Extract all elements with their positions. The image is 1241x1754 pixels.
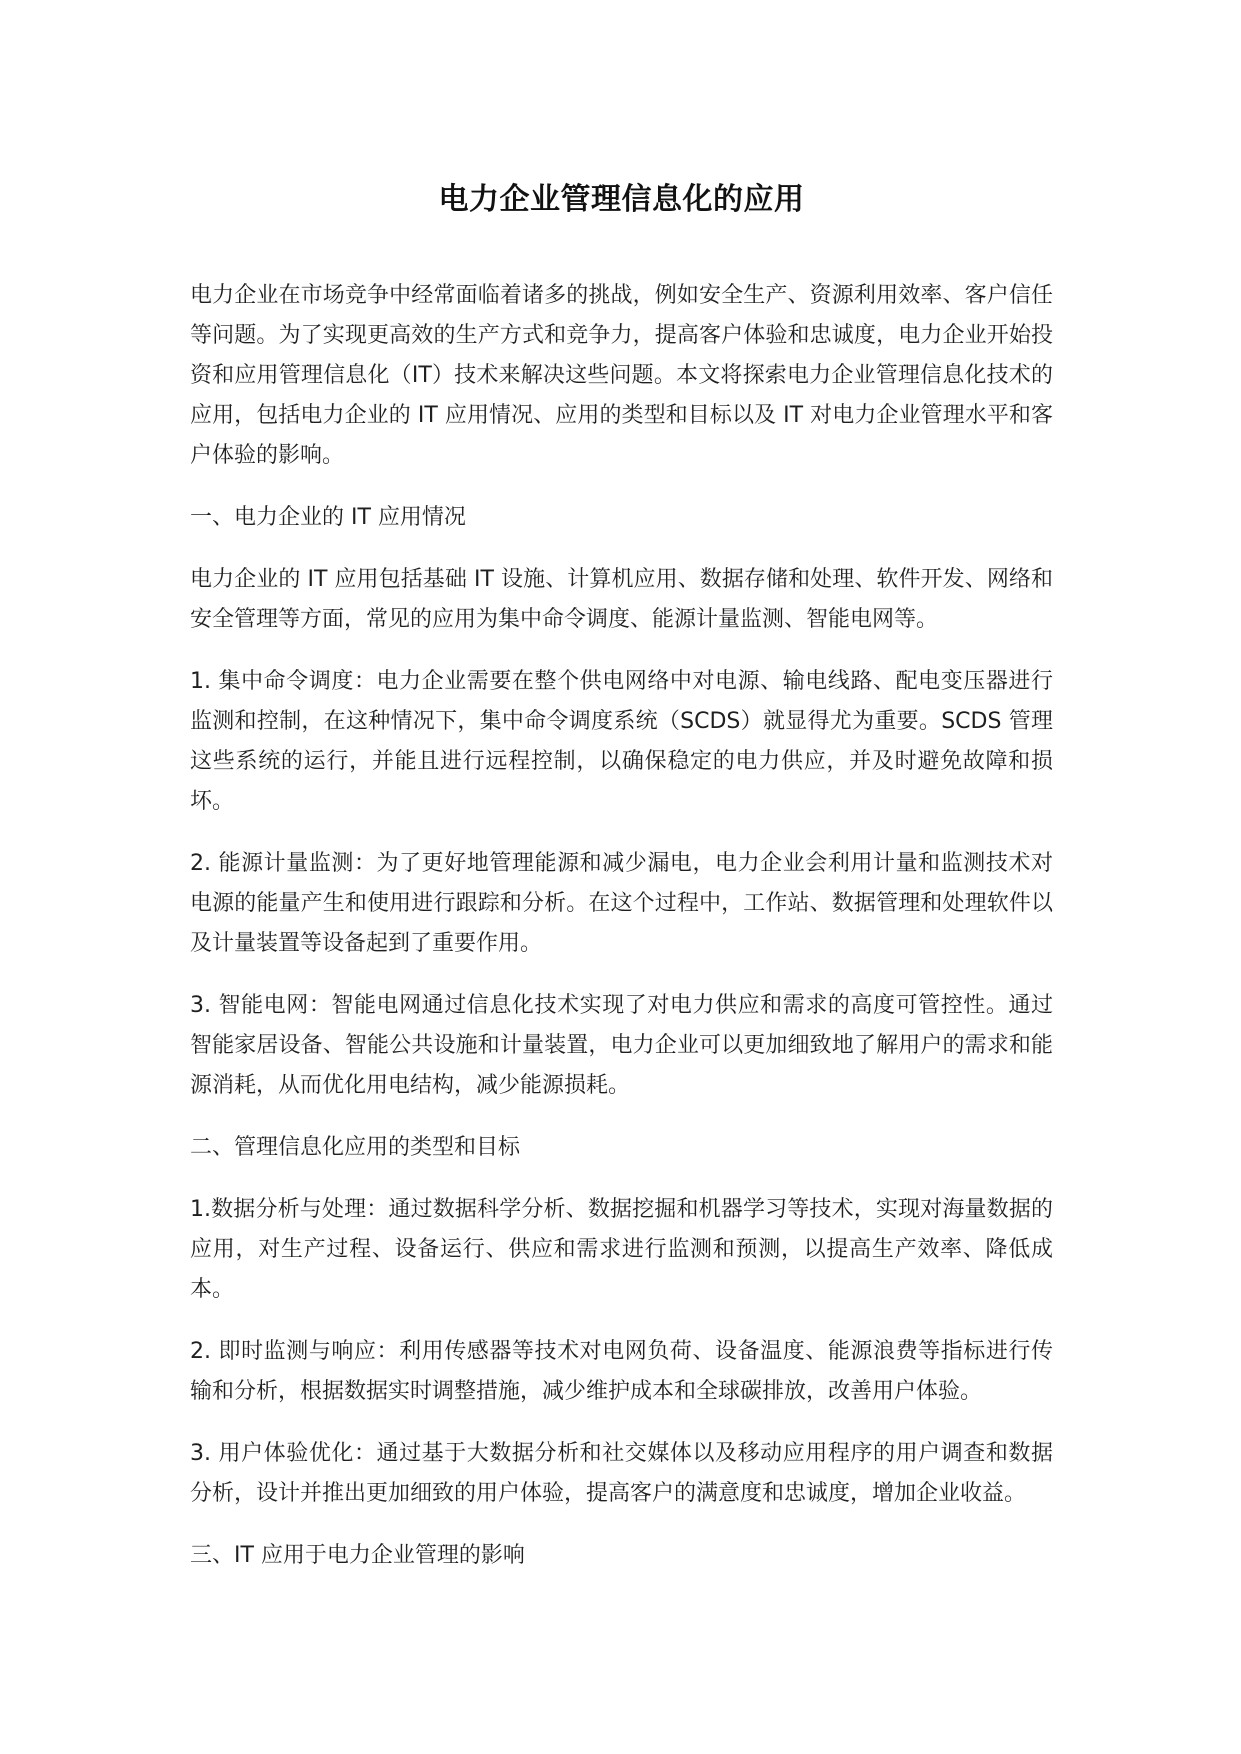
section-2-item-2: 2. 即时监测与响应：利用传感器等技术对电网负荷、设备温度、能源浪费等指标进行传输和分析，根据数据实时调整措施，减少维护成本和全球碳排放，改善用户体验。 xyxy=(190,1339,1053,1404)
document-body xyxy=(190,276,1053,1576)
section-2-item-3: 3. 用户体验优化：通过基于大数据分析和社交媒体以及移动应用程序的用户调查和数据分析，设计并推出更加细致的用户体验，提高客户的满意度和忠诚度，增加企业收益。 xyxy=(190,1441,1053,1506)
section-2-item-1: 1.数据分析与处理：通过数据科学分析、数据挖掘和机器学习等技术，实现对海量数据的应用，对生产过程、设备运行、供应和需求进行监测和预测，以提高生产效率、降低成本。 xyxy=(190,1197,1053,1302)
section-heading-1: 一、电力企业的 IT 应用情况 xyxy=(190,505,466,530)
document-title: 电力企业管理信息化的应用 xyxy=(438,182,805,217)
intro-paragraph: 电力企业在市场竞争中经常面临着诸多的挑战，例如安全生产、资源利用效率、客户信任等问题。为了实现更高效的生产方式和竞争力，提高客户体验和忠诚度，电力企业开始投资和应用管理信息化（IT）技术来解决这些问题。本文将探索电力企业管理信息化技术的应用，包括电力企业的 IT 应用情况、应用的类型和目标以及 IT 对电力企业管理水平和客户体验的影响。 xyxy=(190,283,1053,468)
section-1-item-1: 1. 集中命令调度：电力企业需要在整个供电网络中对电源、输电线路、配电变压器进行监测和控制，在这种情况下，集中命令调度系统（SCDS）就显得尤为重要。SCDS 管理这些系统的运行，并能且进行远程控制，以确保稳定的电力供应，并及时避免故障和损坏。 xyxy=(190,669,1053,814)
section-heading-2: 二、管理信息化应用的类型和目标 xyxy=(190,1135,521,1160)
section-1-paragraph: 电力企业的 IT 应用包括基础 IT 设施、计算机应用、数据存储和处理、软件开发、网络和安全管理等方面，常见的应用为集中命令调度、能源计量监测、智能电网等。 xyxy=(190,567,1053,632)
section-1-item-3: 3. 智能电网：智能电网通过信息化技术实现了对电力供应和需求的高度可管控性。通过智能家居设备、智能公共设施和计量装置，电力企业可以更加细致地了解用户的需求和能源消耗，从而优化用电结构，减少能源损耗。 xyxy=(190,993,1053,1098)
section-heading-3: 三、IT 应用于电力企业管理的影响 xyxy=(190,1543,525,1568)
section-1-item-2: 2. 能源计量监测：为了更好地管理能源和减少漏电，电力企业会利用计量和监测技术对电源的能量产生和使用进行跟踪和分析。在这个过程中，工作站、数据管理和处理软件以及计量装置等设备起到了重要作用。 xyxy=(190,851,1053,956)
